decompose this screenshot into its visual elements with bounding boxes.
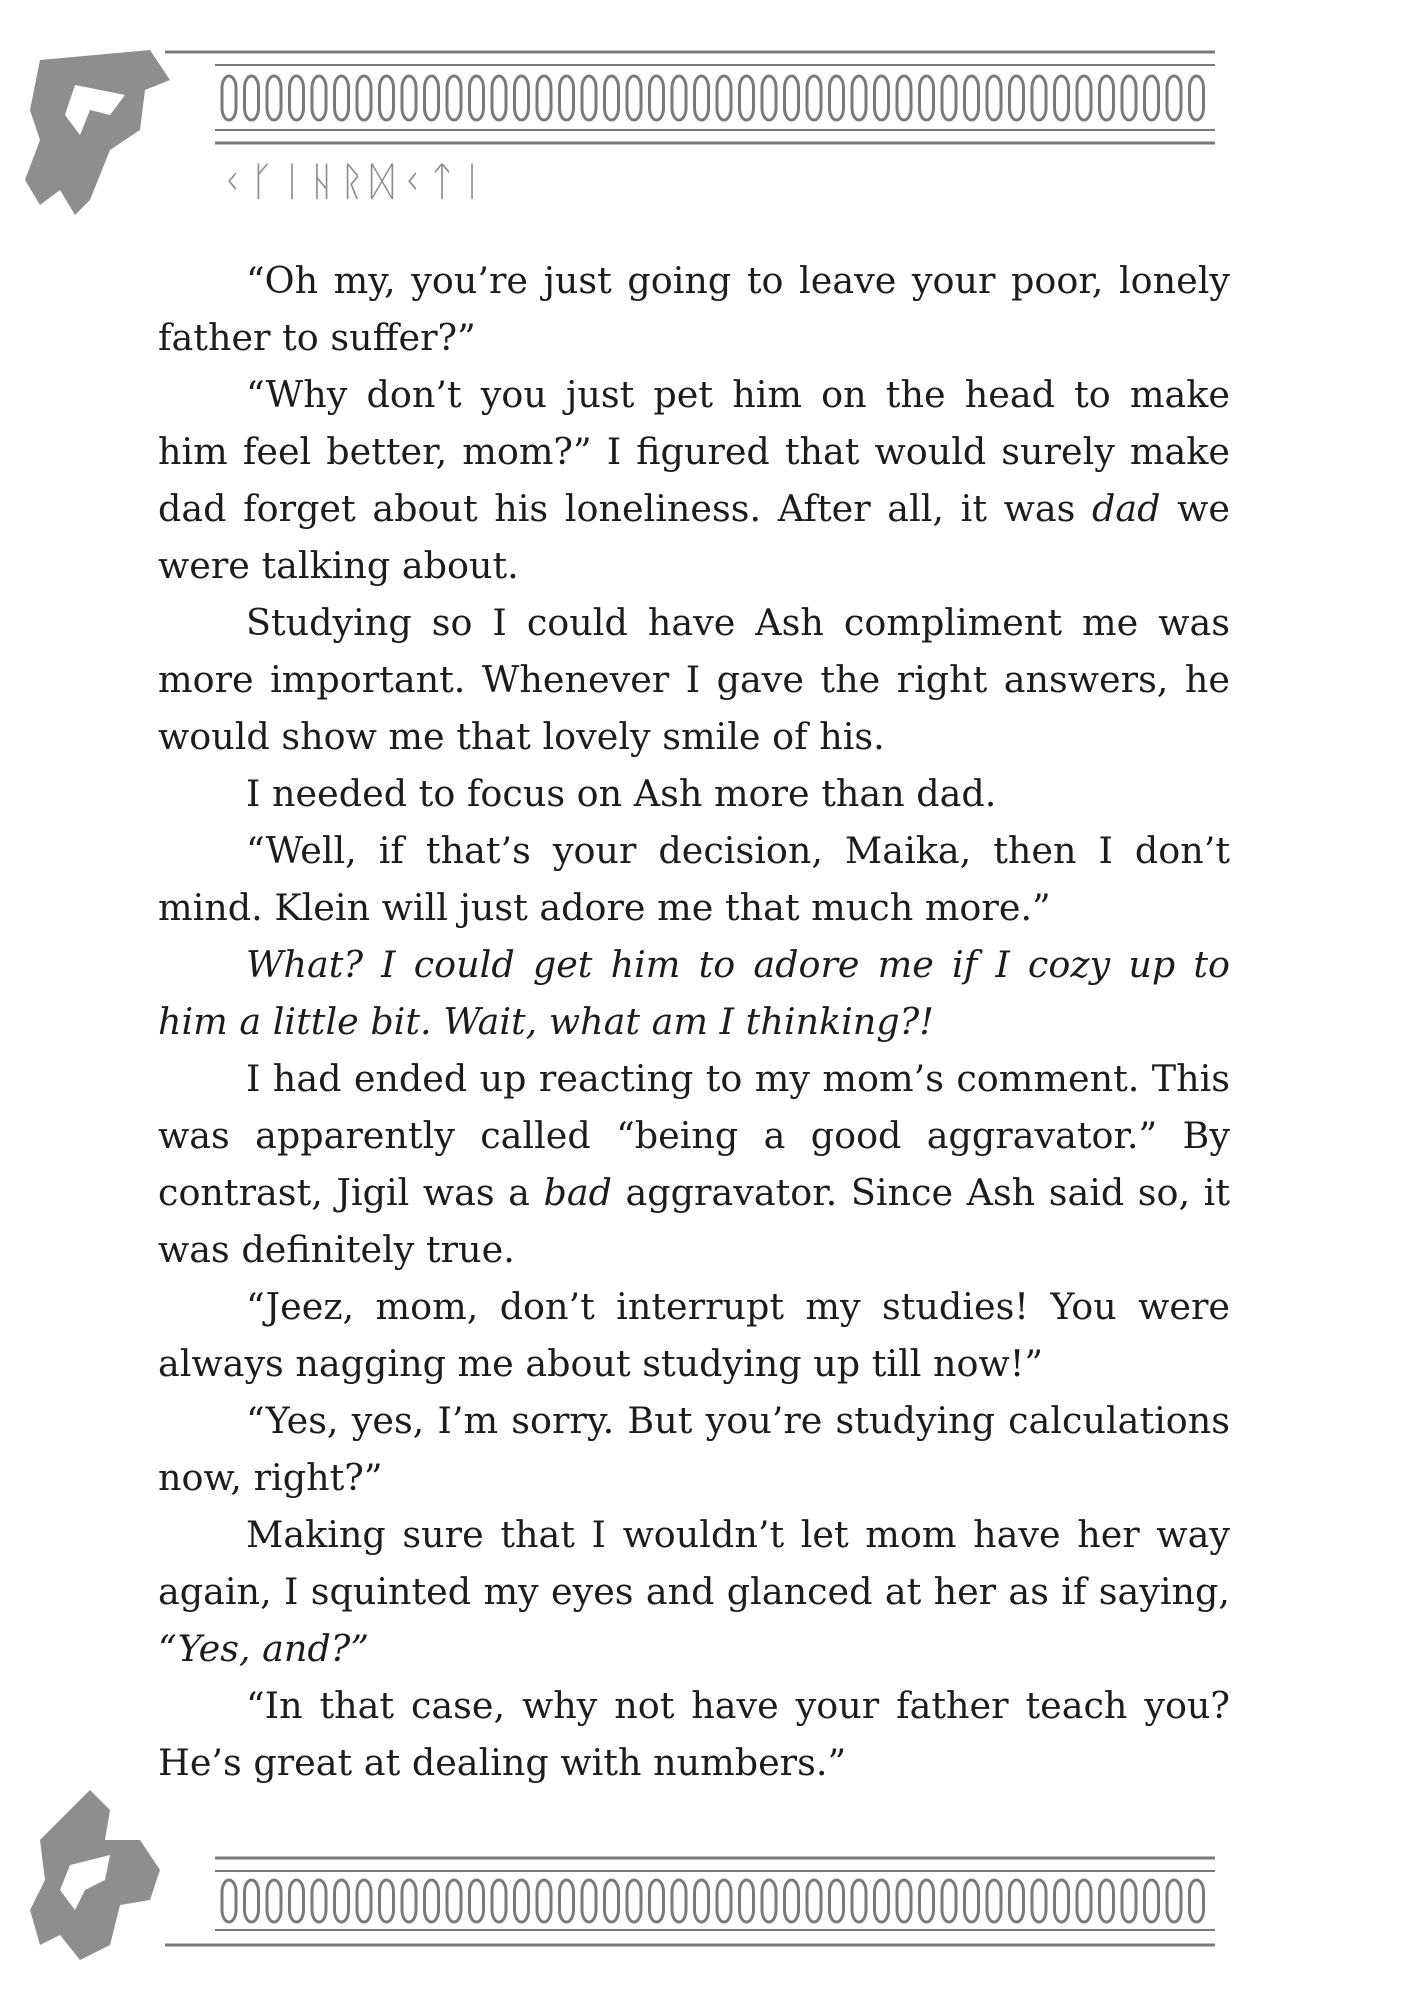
chain-border-icon xyxy=(222,76,1204,120)
italic-text: What? I could get him to adore me if I cozy up to him a little bit. Wait, what am I thinking?! xyxy=(158,943,1230,1043)
paragraph xyxy=(158,252,1230,366)
story-text xyxy=(158,252,1230,1791)
text-segment: “Why don’t you just pet him on the head to make him feel better, mom?” I figured that would surely make dad forget about his loneliness. After all, it was xyxy=(158,373,1230,530)
text-segment: “Yes, yes, I’m sorry. But you’re studying calculations now, right?” xyxy=(158,1399,1230,1499)
paragraph xyxy=(158,1278,1230,1392)
paragraph xyxy=(158,1050,1230,1278)
paragraph xyxy=(158,1677,1230,1791)
text-segment: Studying so I could have Ash compliment me was more important. Whenever I gave the right answers, he would show me that lovely smile of his. xyxy=(158,601,1230,758)
paragraph xyxy=(158,936,1230,1050)
paragraph xyxy=(158,765,1230,822)
italic-text: dad xyxy=(1092,487,1161,530)
chain-border-icon xyxy=(222,1880,1204,1922)
text-segment: aggravator. Since Ash said so, it was definitely true. xyxy=(158,1171,1230,1271)
italic-text: “Yes, and?” xyxy=(158,1627,369,1670)
text-segment: “Oh my, you’re just going to leave your poor, lonely father to suffer?” xyxy=(158,259,1230,359)
text-segment: “Well, if that’s your decision, Maika, then I don’t mind. Klein will just adore me that much more.” xyxy=(158,829,1230,929)
text-segment: we were talking about. xyxy=(158,487,1230,587)
header-glyphs: ᚲᚴᛁᚺᚱᛞᚲᛏᛁ xyxy=(220,159,490,205)
paragraph xyxy=(158,1506,1230,1677)
header-ornament xyxy=(0,40,1407,220)
italic-text: bad xyxy=(543,1171,612,1214)
footer-ornament xyxy=(0,1780,1407,1980)
paragraph xyxy=(158,822,1230,936)
text-segment: “Jeez, mom, don’t interrupt my studies! You were always nagging me about studying up till now!” xyxy=(158,1285,1230,1385)
fleur-corner-icon xyxy=(30,1790,160,1960)
text-segment: “In that case, why not have your father teach you? He’s great at dealing with numbers.” xyxy=(158,1684,1230,1784)
text-segment: I needed to focus on Ash more than dad. xyxy=(246,772,997,815)
text-segment: I had ended up reacting to my mom’s comment. This was apparently called “being a good aggravator.” By contrast, Jigil was a xyxy=(158,1057,1230,1214)
paragraph xyxy=(158,594,1230,765)
paragraph xyxy=(158,366,1230,594)
text-segment: Making sure that I wouldn’t let mom have her way again, I squinted my eyes and glanced at her as if saying, xyxy=(158,1513,1230,1613)
paragraph xyxy=(158,1392,1230,1506)
fleur-corner-icon xyxy=(25,50,170,215)
